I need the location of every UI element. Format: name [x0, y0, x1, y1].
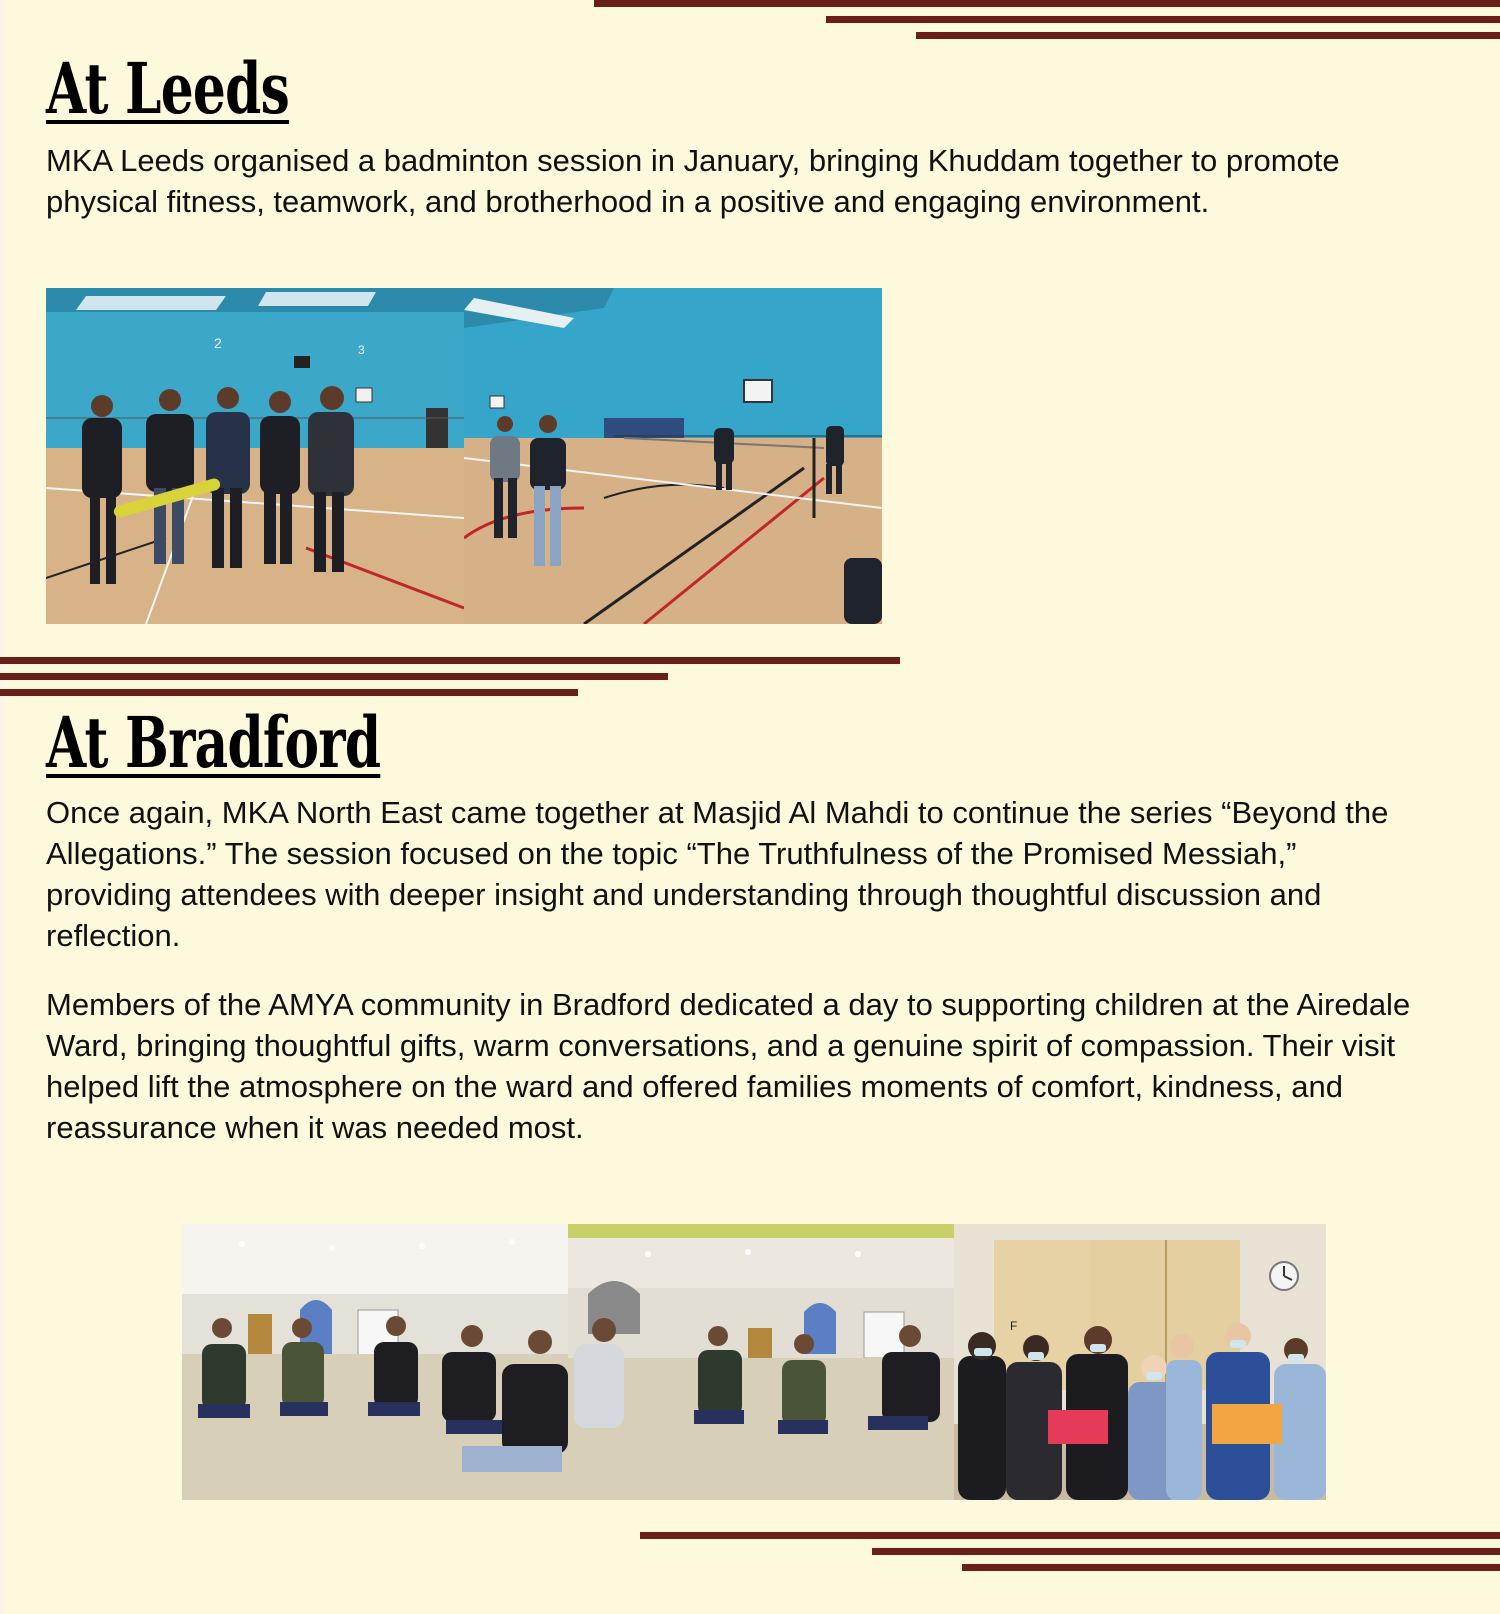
svg-text:3: 3: [358, 343, 365, 357]
leeds-heading: At Leeds: [46, 47, 290, 130]
bottom-rule-3: [962, 1564, 1500, 1571]
bradford-paragraph-1: Once again, MKA North East came together at Masjid Al Mahdi to continue the series “Beyond the Allegations.” The session focused on the topic “The Truthfulness of the Promised Messiah,” providing attendees with deeper insight and understanding through thoughtful discussion and reflection.: [46, 795, 1389, 953]
bradford-mosque-photo-2: [568, 1224, 954, 1500]
bradford-heading: At Bradford: [46, 701, 381, 784]
top-rule-1: [594, 0, 1500, 7]
bradford-mosque-photo-1: [182, 1224, 568, 1500]
svg-text:F: F: [1010, 1319, 1018, 1333]
top-rule-2: [826, 16, 1500, 23]
middle-rule-2: [0, 673, 668, 680]
bradford-paragraph-2: Members of the AMYA community in Bradford dedicated a day to supporting children at the Airedale Ward, bringing thoughtful gifts, warm conversations, and a genuine spirit of compassion. Their visit helped lift the atmosphere on the ward and offered families moments of comfort, kindness, and reassurance when it was needed most.: [46, 987, 1411, 1145]
middle-rule-1: [0, 657, 900, 664]
page-edge: [0, 0, 5, 1614]
middle-rule-3: [0, 689, 578, 696]
svg-text:2: 2: [214, 335, 222, 351]
top-rule-3: [916, 32, 1500, 39]
bottom-rule-2: [872, 1548, 1500, 1555]
bottom-rule-1: [640, 1532, 1500, 1539]
leeds-badminton-photo: [464, 288, 882, 624]
leeds-paragraph: MKA Leeds organised a badminton session in January, bringing Khuddam together to promote physical fitness, teamwork, and brotherhood in a positive and engaging environment.: [46, 143, 1340, 219]
leeds-group-photo: [46, 288, 464, 624]
bradford-hospital-photo: [954, 1224, 1326, 1500]
